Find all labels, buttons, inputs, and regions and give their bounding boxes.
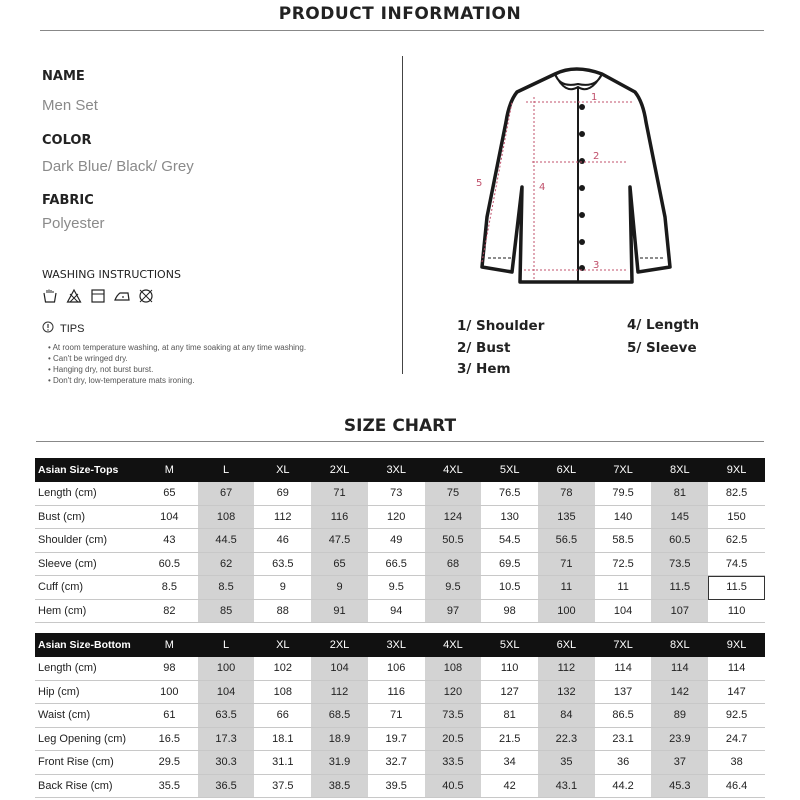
table-cell: 92.5: [708, 704, 765, 728]
table-cell: 20.5: [425, 728, 482, 752]
size-chart-divider: [36, 441, 764, 442]
table-cell: 31.1: [254, 751, 311, 775]
size-chart-title: SIZE CHART: [343, 416, 457, 436]
table-cell: 29.5: [141, 751, 198, 775]
table-cell: 33.5: [425, 751, 482, 775]
table-row: [35, 506, 765, 530]
tip-item: • At room temperature washing, at any time soaking at any time washing.: [48, 342, 306, 353]
table-cell: 23.9: [651, 728, 708, 752]
page-title: PRODUCT INFORMATION: [278, 4, 522, 24]
table-cell: 37: [651, 751, 708, 775]
table-cell: 10.5: [481, 576, 538, 600]
table-cell: 49: [368, 529, 425, 553]
shoulder-mark: 1: [591, 92, 598, 103]
table-cell: 94: [368, 600, 425, 624]
row-label: Shoulder (cm): [35, 529, 141, 553]
tip-item: • Can't be wringed dry.: [48, 353, 306, 364]
table-cell: 50.5: [425, 529, 482, 553]
sleeve-mark: 5: [476, 178, 483, 189]
size-header: 7XL: [595, 633, 652, 657]
bottom-header-row: [35, 633, 765, 657]
size-header: 6XL: [538, 458, 595, 482]
fabric-value: Polyester: [42, 215, 105, 232]
table-cell: 36: [595, 751, 652, 775]
table-cell: 40.5: [425, 775, 482, 799]
size-header: 4XL: [425, 633, 482, 657]
vertical-divider: [402, 56, 403, 374]
table-cell: 63.5: [254, 553, 311, 577]
table-cell: 114: [595, 657, 652, 681]
table-cell: 102: [254, 657, 311, 681]
bust-mark: 2: [593, 151, 600, 162]
table-cell: 9.5: [425, 576, 482, 600]
size-header: XL: [254, 458, 311, 482]
size-header: 4XL: [425, 458, 482, 482]
table-cell: 47.5: [311, 529, 368, 553]
size-header: 7XL: [595, 458, 652, 482]
table-cell: 74.5: [708, 553, 765, 577]
table-cell: 65: [311, 553, 368, 577]
table-cell: 100: [198, 657, 255, 681]
table-cell: 82.5: [708, 482, 765, 506]
table-row: [35, 775, 765, 799]
table-cell: 24.7: [708, 728, 765, 752]
row-label: Back Rise (cm): [35, 775, 141, 799]
table-cell: 34: [481, 751, 538, 775]
size-header: XL: [254, 633, 311, 657]
table-cell: 30.3: [198, 751, 255, 775]
washing-icons: [42, 288, 154, 304]
table-cell: 120: [425, 681, 482, 705]
tip-item: • Don't dry, low-temperature mats ironing.: [48, 375, 306, 386]
table-cell: 9: [311, 576, 368, 600]
table-cell: 104: [311, 657, 368, 681]
size-header: 8XL: [651, 458, 708, 482]
table-cell: 97: [425, 600, 482, 624]
table-cell: 11.5: [708, 576, 765, 600]
hand-wash-icon: [42, 288, 58, 304]
table-cell: 124: [425, 506, 482, 530]
table-cell: 43: [141, 529, 198, 553]
table-cell: 73.5: [651, 553, 708, 577]
tip-item: • Hanging dry, not burst burst.: [48, 364, 306, 375]
table-row: [35, 553, 765, 577]
table-row: [35, 681, 765, 705]
table-cell: 39.5: [368, 775, 425, 799]
table-cell: 71: [368, 704, 425, 728]
table-cell: 100: [538, 600, 595, 624]
table-cell: 43.1: [538, 775, 595, 799]
table-cell: 73: [368, 482, 425, 506]
tips-list: [48, 342, 306, 386]
table-cell: 35.5: [141, 775, 198, 799]
table-cell: 98: [481, 600, 538, 624]
table-cell: 18.9: [311, 728, 368, 752]
hem-mark: 3: [593, 260, 600, 271]
size-header: 8XL: [651, 633, 708, 657]
tops-header-label: Asian Size-Tops: [35, 458, 141, 482]
color-value: Dark Blue/ Black/ Grey: [42, 158, 194, 175]
table-cell: 9: [254, 576, 311, 600]
table-cell: 108: [425, 657, 482, 681]
no-bleach-icon: [66, 288, 82, 304]
tops-header-row: [35, 458, 765, 482]
size-header: M: [141, 633, 198, 657]
table-cell: 63.5: [198, 704, 255, 728]
table-cell: 60.5: [141, 553, 198, 577]
size-header: 5XL: [481, 633, 538, 657]
table-cell: 75: [425, 482, 482, 506]
table-cell: 76.5: [481, 482, 538, 506]
table-cell: 150: [708, 506, 765, 530]
table-row: [35, 482, 765, 506]
table-cell: 11: [595, 576, 652, 600]
table-cell: 147: [708, 681, 765, 705]
table-cell: 66: [254, 704, 311, 728]
tips-heading: [42, 321, 84, 336]
shirt-diagram: [460, 62, 700, 292]
table-cell: 16.5: [141, 728, 198, 752]
table-cell: 8.5: [141, 576, 198, 600]
table-cell: 78: [538, 482, 595, 506]
table-cell: 137: [595, 681, 652, 705]
table-cell: 88: [254, 600, 311, 624]
table-cell: 32.7: [368, 751, 425, 775]
size-header: 3XL: [368, 633, 425, 657]
table-cell: 68.5: [311, 704, 368, 728]
table-cell: 98: [141, 657, 198, 681]
table-cell: 37.5: [254, 775, 311, 799]
table-cell: 22.3: [538, 728, 595, 752]
tumble-dry-icon: [90, 288, 106, 304]
table-cell: 84: [538, 704, 595, 728]
name-label: NAME: [42, 69, 85, 84]
table-cell: 112: [311, 681, 368, 705]
table-cell: 108: [198, 506, 255, 530]
table-row: [35, 576, 765, 600]
shirt-buttons: [579, 104, 585, 271]
table-cell: 23.1: [595, 728, 652, 752]
legend-hem: 3/ Hem: [457, 361, 511, 377]
table-cell: 68: [425, 553, 482, 577]
table-cell: 89: [651, 704, 708, 728]
table-cell: 135: [538, 506, 595, 530]
table-cell: 17.3: [198, 728, 255, 752]
row-label: Waist (cm): [35, 704, 141, 728]
table-cell: 58.5: [595, 529, 652, 553]
info-icon: [42, 321, 54, 336]
table-cell: 86.5: [595, 704, 652, 728]
length-mark: 4: [539, 182, 546, 193]
table-cell: 114: [651, 657, 708, 681]
size-header: M: [141, 458, 198, 482]
size-header: 6XL: [538, 633, 595, 657]
table-cell: 71: [311, 482, 368, 506]
legend-sleeve: 5/ Sleeve: [627, 340, 697, 356]
table-cell: 81: [481, 704, 538, 728]
table-cell: 61: [141, 704, 198, 728]
fabric-label: FABRIC: [42, 193, 94, 208]
legend-length: 4/ Length: [627, 317, 700, 333]
table-cell: 104: [595, 600, 652, 624]
table-cell: 114: [708, 657, 765, 681]
tips-title: TIPS: [60, 322, 85, 335]
table-cell: 130: [481, 506, 538, 530]
table-cell: 21.5: [481, 728, 538, 752]
table-cell: 62: [198, 553, 255, 577]
table-cell: 36.5: [198, 775, 255, 799]
table-cell: 65: [141, 482, 198, 506]
table-row: [35, 704, 765, 728]
table-cell: 38: [708, 751, 765, 775]
table-cell: 120: [368, 506, 425, 530]
table-cell: 116: [311, 506, 368, 530]
bottom-rows: [35, 657, 765, 798]
table-cell: 107: [651, 600, 708, 624]
table-cell: 110: [708, 600, 765, 624]
table-cell: 81: [651, 482, 708, 506]
table-cell: 104: [141, 506, 198, 530]
shirt-outline: [482, 69, 670, 282]
table-cell: 45.3: [651, 775, 708, 799]
table-cell: 18.1: [254, 728, 311, 752]
row-label: Hip (cm): [35, 681, 141, 705]
row-label: Length (cm): [35, 657, 141, 681]
size-header: 9XL: [708, 458, 765, 482]
shirt-collar: [555, 74, 602, 89]
table-cell: 112: [254, 506, 311, 530]
name-value: Men Set: [42, 97, 98, 114]
row-label: Hem (cm): [35, 600, 141, 624]
size-header: 9XL: [708, 633, 765, 657]
table-cell: 8.5: [198, 576, 255, 600]
table-cell: 44.2: [595, 775, 652, 799]
table-cell: 127: [481, 681, 538, 705]
table-cell: 100: [141, 681, 198, 705]
table-cell: 73.5: [425, 704, 482, 728]
tops-rows: [35, 482, 765, 623]
title-divider: [40, 30, 764, 31]
table-cell: 142: [651, 681, 708, 705]
bottom-header-label: Asian Size-Bottom: [35, 633, 141, 657]
row-label: Sleeve (cm): [35, 553, 141, 577]
bottom-size-table: [35, 633, 765, 798]
table-cell: 71: [538, 553, 595, 577]
table-cell: 11: [538, 576, 595, 600]
row-label: Bust (cm): [35, 506, 141, 530]
table-cell: 66.5: [368, 553, 425, 577]
size-header: L: [198, 458, 255, 482]
color-label: COLOR: [42, 133, 92, 148]
row-label: Cuff (cm): [35, 576, 141, 600]
washing-instructions-title: WASHING INSTRUCTIONS: [42, 268, 181, 281]
table-cell: 54.5: [481, 529, 538, 553]
table-cell: 56.5: [538, 529, 595, 553]
legend-shoulder: 1/ Shoulder: [457, 318, 545, 334]
table-cell: 106: [368, 657, 425, 681]
table-cell: 46.4: [708, 775, 765, 799]
table-cell: 62.5: [708, 529, 765, 553]
table-cell: 69: [254, 482, 311, 506]
table-cell: 11.5: [651, 576, 708, 600]
table-row: [35, 728, 765, 752]
table-cell: 79.5: [595, 482, 652, 506]
table-cell: 19.7: [368, 728, 425, 752]
size-header: 2XL: [311, 633, 368, 657]
table-cell: 140: [595, 506, 652, 530]
table-cell: 82: [141, 600, 198, 624]
table-cell: 91: [311, 600, 368, 624]
table-cell: 67: [198, 482, 255, 506]
size-header: 3XL: [368, 458, 425, 482]
size-header: 5XL: [481, 458, 538, 482]
table-row: [35, 600, 765, 624]
row-label: Length (cm): [35, 482, 141, 506]
table-row: [35, 657, 765, 681]
table-row: [35, 751, 765, 775]
table-cell: 116: [368, 681, 425, 705]
table-cell: 46: [254, 529, 311, 553]
table-cell: 38.5: [311, 775, 368, 799]
table-cell: 44.5: [198, 529, 255, 553]
size-header: L: [198, 633, 255, 657]
table-cell: 110: [481, 657, 538, 681]
table-cell: 35: [538, 751, 595, 775]
table-cell: 132: [538, 681, 595, 705]
size-header: 2XL: [311, 458, 368, 482]
row-label: Front Rise (cm): [35, 751, 141, 775]
table-cell: 108: [254, 681, 311, 705]
table-cell: 145: [651, 506, 708, 530]
iron-low-icon: [114, 288, 130, 304]
table-cell: 31.9: [311, 751, 368, 775]
table-cell: 85: [198, 600, 255, 624]
table-cell: 69.5: [481, 553, 538, 577]
no-dry-clean-icon: [138, 288, 154, 304]
table-cell: 72.5: [595, 553, 652, 577]
table-cell: 60.5: [651, 529, 708, 553]
table-cell: 9.5: [368, 576, 425, 600]
legend-bust: 2/ Bust: [457, 340, 511, 356]
table-cell: 42: [481, 775, 538, 799]
row-label: Leg Opening (cm): [35, 728, 141, 752]
table-row: [35, 529, 765, 553]
tops-size-table: [35, 458, 765, 623]
table-cell: 104: [198, 681, 255, 705]
table-cell: 112: [538, 657, 595, 681]
